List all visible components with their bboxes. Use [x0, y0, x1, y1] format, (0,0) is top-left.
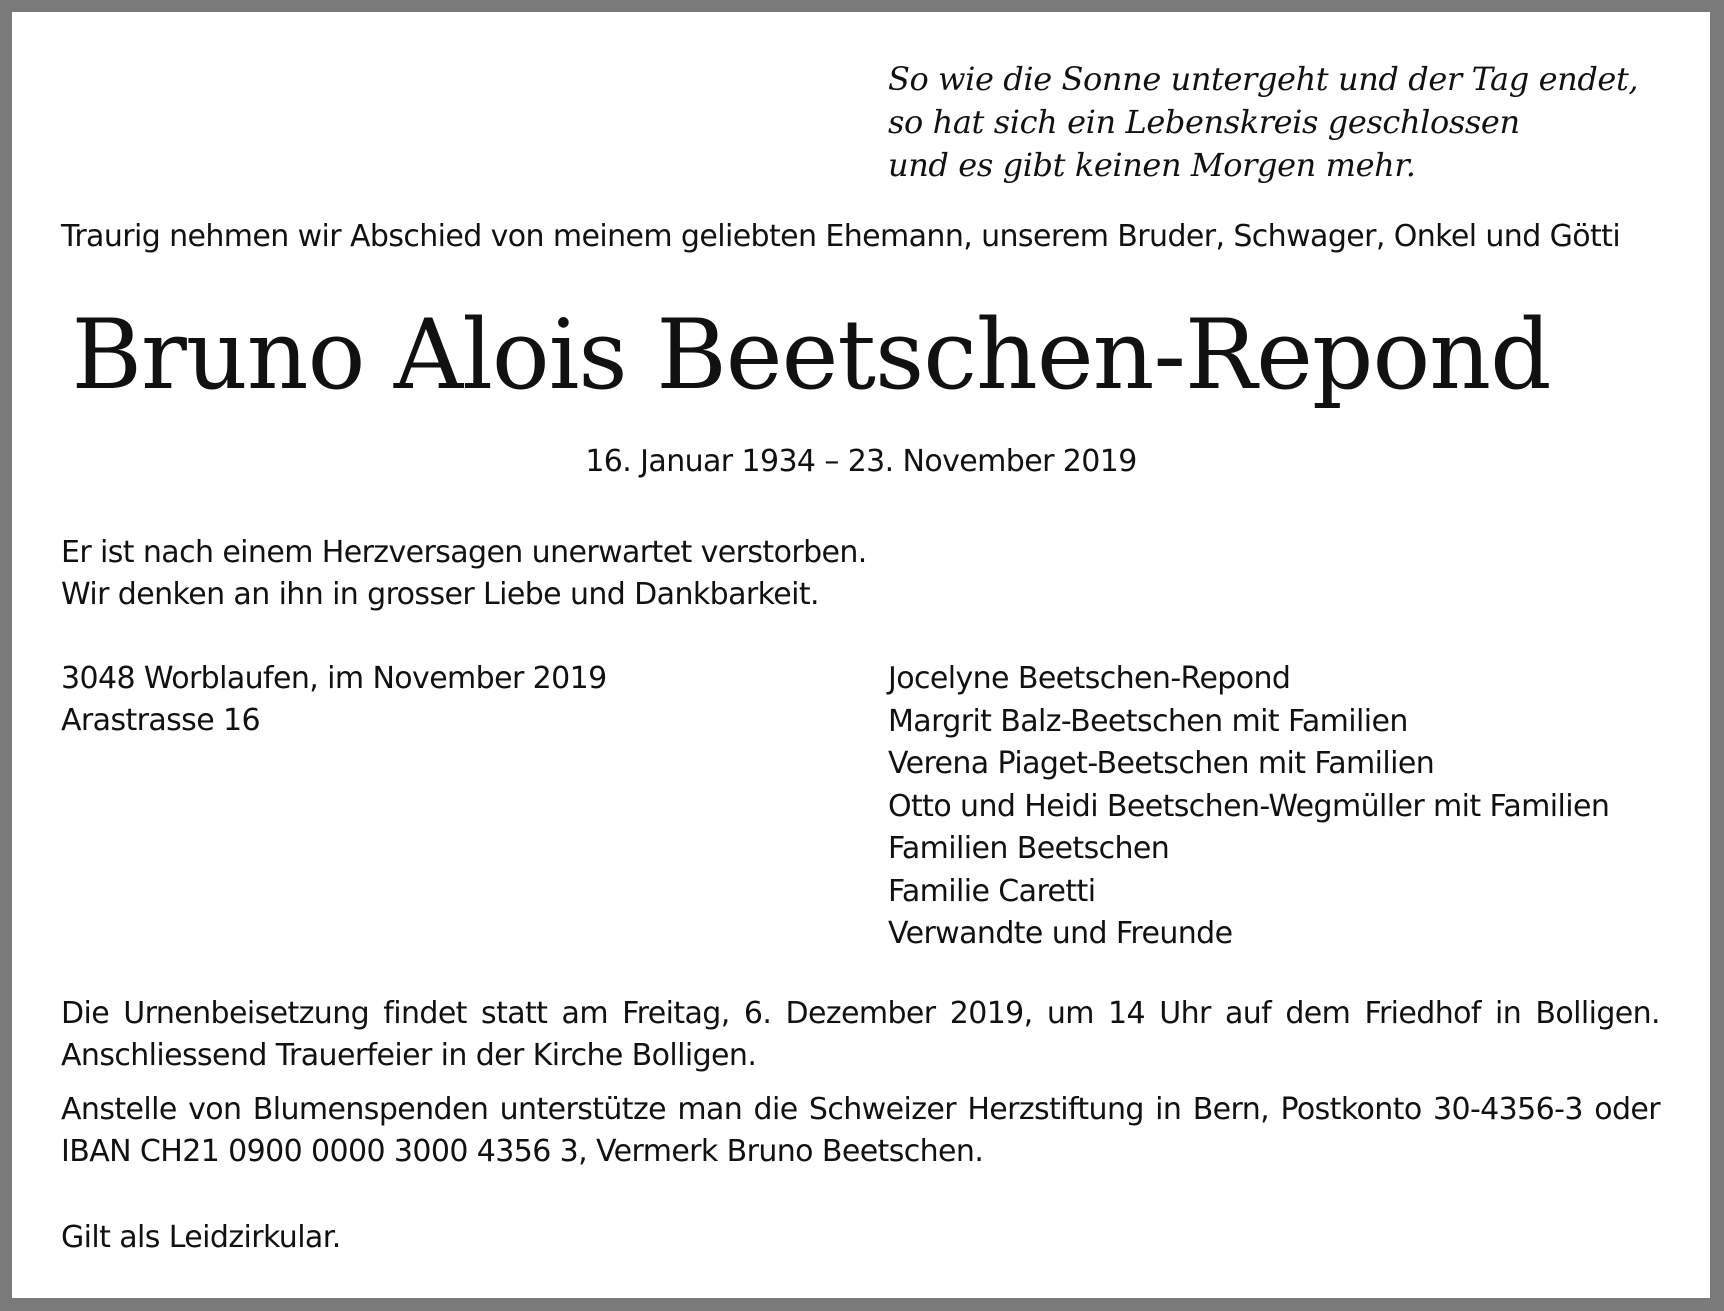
- message-line: Wir denken an ihn in grosser Liebe und Dankbarkeit.: [61, 577, 819, 612]
- obituary-page: [12, 12, 1710, 1298]
- message: [61, 532, 867, 616]
- mourner: Otto und Heidi Beetschen-Wegmüller mit Familien: [888, 788, 1610, 824]
- life-dates: 16. Januar 1934 – 23. November 2019: [585, 444, 1137, 479]
- place-and-address: [61, 658, 607, 742]
- street-address: Arastrasse 16: [61, 703, 260, 738]
- donation-line: IBAN CH21 0900 0000 3000 4356 3, Vermerk Bruno Beetschen.: [61, 1134, 984, 1169]
- quote-line: und es gibt keinen Morgen mehr.: [888, 146, 1416, 184]
- closing-note: Gilt als Leidzirkular.: [61, 1220, 341, 1255]
- donation-line: Anstelle von Blumenspenden unterstütze man die Schweizer Herzstiftung in Bern, Postkonto 30-4356-3 oder: [61, 1092, 1660, 1127]
- message-line: Er ist nach einem Herzversagen unerwartet verstorben.: [61, 535, 867, 570]
- quote-line: So wie die Sonne untergeht und der Tag endet,: [888, 60, 1639, 98]
- burial-notice: [61, 993, 1660, 1077]
- quote-line: so hat sich ein Lebenskreis geschlossen: [888, 103, 1520, 141]
- mourner: Verena Piaget-Beetschen mit Familien: [888, 746, 1435, 781]
- mourner: Verwandte und Freunde: [888, 916, 1233, 951]
- mourner: Margrit Balz-Beetschen mit Familien: [888, 703, 1408, 739]
- burial-line: Die Urnenbeisetzung findet statt am Freitag, 6. Dezember 2019, um 14 Uhr auf dem Friedhof in Bolligen.: [61, 996, 1660, 1031]
- mourner: Familie Caretti: [888, 873, 1096, 909]
- intro-text: Traurig nehmen wir Abschied von meinem geliebten Ehemann, unserem Bruder, Schwager, Onkel und Götti: [61, 219, 1621, 254]
- donation-notice: [61, 1089, 1660, 1173]
- burial-line: Anschliessend Trauerfeier in der Kirche Bolligen.: [61, 1038, 757, 1073]
- place-date: 3048 Worblaufen, im November 2019: [61, 661, 607, 696]
- mourner: Familien Beetschen: [888, 831, 1170, 866]
- mourners-list: [888, 658, 1609, 956]
- deceased-name: Bruno Alois Beetschen-Repond: [71, 299, 1551, 411]
- quote: [888, 58, 1638, 187]
- mourner: Jocelyne Beetschen-Repond: [888, 661, 1291, 696]
